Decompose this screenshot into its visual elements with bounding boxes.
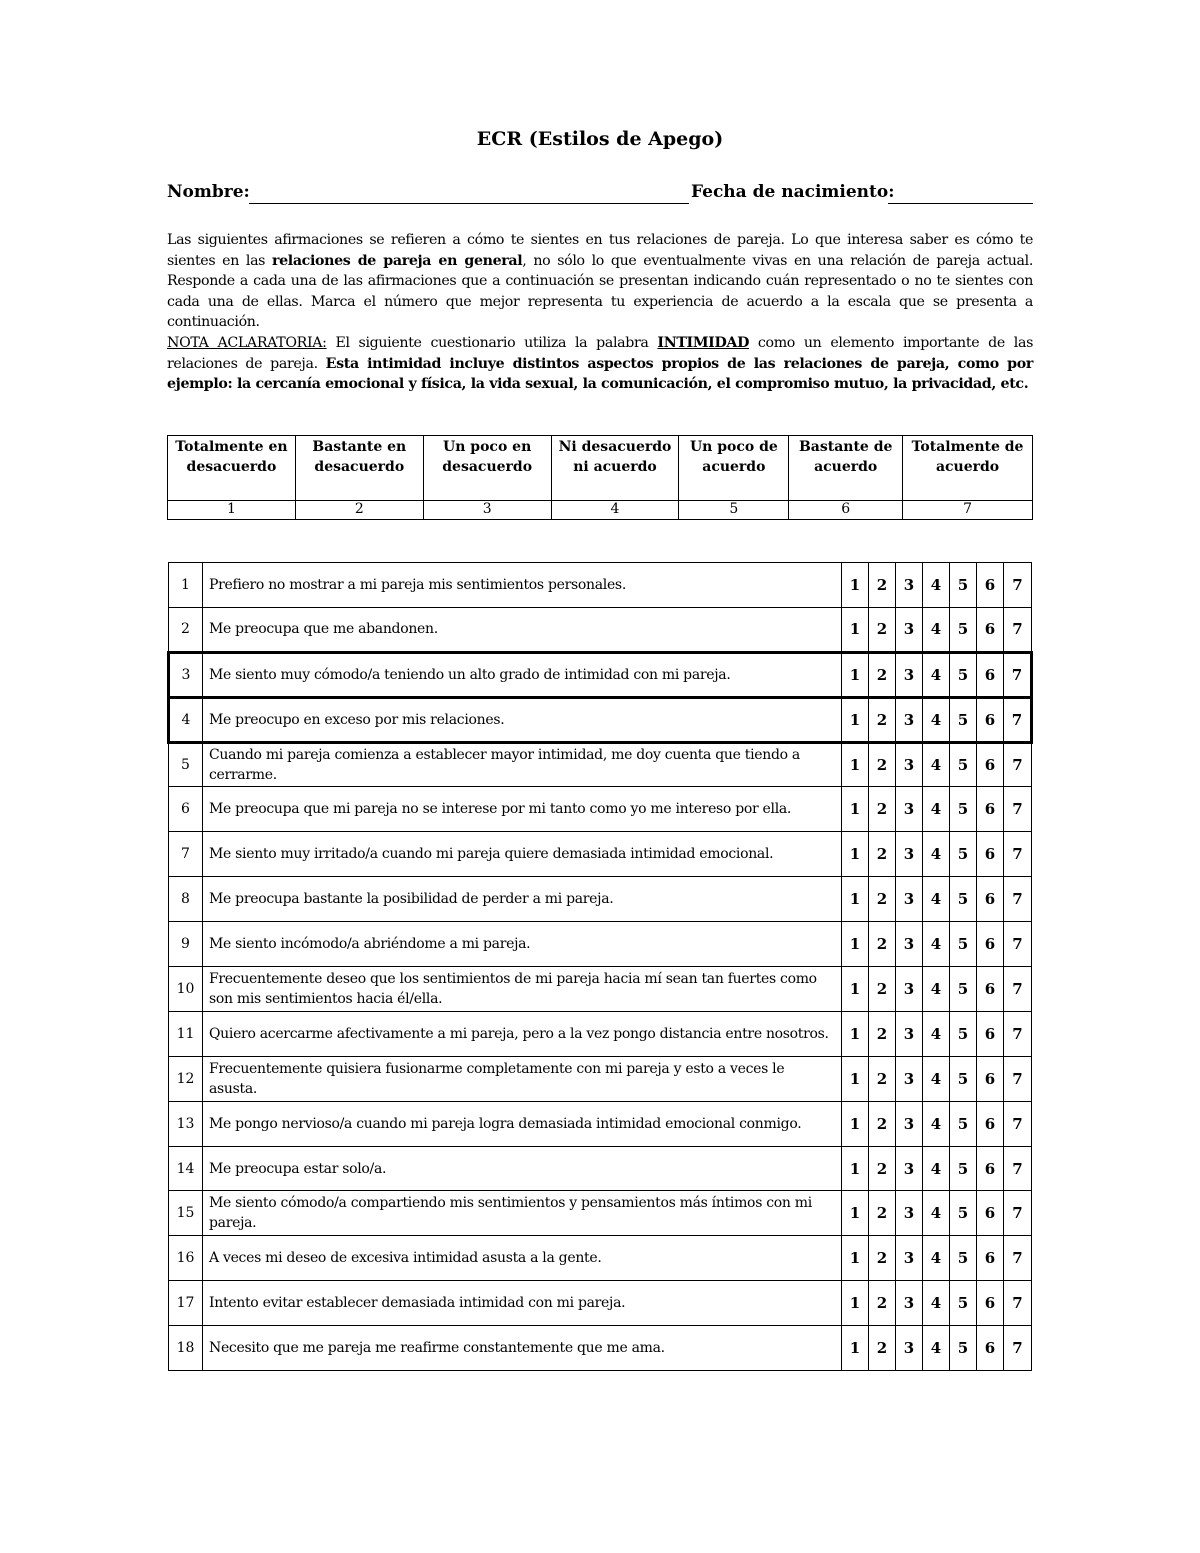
rating-option[interactable]: 4 bbox=[923, 1191, 950, 1236]
rating-option[interactable]: 1 bbox=[842, 607, 869, 652]
table-row bbox=[169, 967, 1032, 1012]
item-statement: A veces mi deseo de excesiva intimidad asusta a la gente. bbox=[203, 1236, 842, 1281]
rating-option[interactable]: 4 bbox=[923, 1101, 950, 1146]
item-number: 3 bbox=[169, 652, 203, 697]
scale-value: 2 bbox=[295, 501, 423, 520]
rating-option[interactable]: 3 bbox=[896, 1011, 923, 1056]
rating-option[interactable]: 6 bbox=[977, 1281, 1004, 1326]
rating-option[interactable]: 5 bbox=[950, 967, 977, 1012]
rating-option[interactable]: 6 bbox=[977, 697, 1004, 742]
rating-option[interactable]: 5 bbox=[950, 1191, 977, 1236]
note-label: NOTA ACLARATORIA: bbox=[167, 334, 327, 351]
rating-option[interactable]: 3 bbox=[896, 832, 923, 877]
item-statement: Intento evitar establecer demasiada intimidad con mi pareja. bbox=[203, 1281, 842, 1326]
table-row bbox=[169, 1191, 1032, 1236]
rating-option[interactable]: 6 bbox=[977, 1011, 1004, 1056]
rating-option[interactable]: 7 bbox=[1004, 967, 1032, 1012]
rating-option[interactable]: 6 bbox=[977, 1146, 1004, 1191]
rating-option[interactable]: 4 bbox=[923, 1056, 950, 1101]
rating-option[interactable]: 1 bbox=[842, 832, 869, 877]
scale-value: 5 bbox=[679, 501, 789, 520]
item-number: 17 bbox=[169, 1281, 203, 1326]
item-statement: Me preocupa bastante la posibilidad de perder a mi pareja. bbox=[203, 877, 842, 922]
rating-option[interactable]: 7 bbox=[1004, 1011, 1032, 1056]
rating-option[interactable]: 7 bbox=[1004, 877, 1032, 922]
rating-option[interactable]: 7 bbox=[1004, 922, 1032, 967]
rating-option[interactable]: 6 bbox=[977, 1326, 1004, 1371]
table-row bbox=[169, 1011, 1032, 1056]
scale-value: 7 bbox=[903, 501, 1033, 520]
rating-option[interactable]: 1 bbox=[842, 1191, 869, 1236]
scale-label: Bastante de acuerdo bbox=[789, 436, 903, 501]
rating-option[interactable]: 3 bbox=[896, 652, 923, 697]
item-number: 11 bbox=[169, 1011, 203, 1056]
table-row bbox=[169, 877, 1032, 922]
rating-option[interactable]: 5 bbox=[950, 1056, 977, 1101]
item-number: 18 bbox=[169, 1326, 203, 1371]
rating-option[interactable]: 6 bbox=[977, 1236, 1004, 1281]
rating-option[interactable]: 3 bbox=[896, 607, 923, 652]
item-statement: Me pongo nervioso/a cuando mi pareja logra demasiada intimidad emocional conmigo. bbox=[203, 1101, 842, 1146]
rating-option[interactable]: 2 bbox=[869, 1011, 896, 1056]
rating-option[interactable]: 3 bbox=[896, 877, 923, 922]
item-number: 7 bbox=[169, 832, 203, 877]
rating-option[interactable]: 6 bbox=[977, 1101, 1004, 1146]
rating-option[interactable]: 5 bbox=[950, 1011, 977, 1056]
rating-option[interactable]: 4 bbox=[923, 1281, 950, 1326]
rating-option[interactable]: 5 bbox=[950, 607, 977, 652]
table-row bbox=[169, 697, 1032, 742]
item-number: 6 bbox=[169, 787, 203, 832]
rating-option[interactable]: 5 bbox=[950, 787, 977, 832]
rating-option[interactable]: 3 bbox=[896, 1146, 923, 1191]
rating-option[interactable]: 7 bbox=[1004, 832, 1032, 877]
rating-option[interactable]: 2 bbox=[869, 787, 896, 832]
rating-option[interactable]: 6 bbox=[977, 832, 1004, 877]
rating-option[interactable]: 1 bbox=[842, 1326, 869, 1371]
rating-option[interactable]: 3 bbox=[896, 1056, 923, 1101]
rating-option[interactable]: 4 bbox=[923, 967, 950, 1012]
item-statement: Me preocupa estar solo/a. bbox=[203, 1146, 842, 1191]
item-statement: Cuando mi pareja comienza a establecer mayor intimidad, me doy cuenta que tiendo a cerrarme. bbox=[203, 742, 842, 787]
rating-option[interactable]: 7 bbox=[1004, 697, 1032, 742]
rating-option[interactable]: 7 bbox=[1004, 1281, 1032, 1326]
rating-option[interactable]: 5 bbox=[950, 877, 977, 922]
table-row bbox=[169, 742, 1032, 787]
table-row bbox=[169, 1056, 1032, 1101]
item-number: 13 bbox=[169, 1101, 203, 1146]
rating-option[interactable]: 1 bbox=[842, 1056, 869, 1101]
rating-option[interactable]: 4 bbox=[923, 1011, 950, 1056]
item-statement: Me siento cómodo/a compartiendo mis sentimientos y pensamientos más íntimos con mi pareja. bbox=[203, 1191, 842, 1236]
item-statement: Me preocupo en exceso por mis relaciones. bbox=[203, 697, 842, 742]
rating-option[interactable]: 7 bbox=[1004, 607, 1032, 652]
rating-option[interactable]: 2 bbox=[869, 922, 896, 967]
rating-option[interactable]: 7 bbox=[1004, 1191, 1032, 1236]
item-statement: Me preocupa que me abandonen. bbox=[203, 607, 842, 652]
item-number: 9 bbox=[169, 922, 203, 967]
rating-option[interactable]: 4 bbox=[923, 652, 950, 697]
rating-option[interactable]: 5 bbox=[950, 922, 977, 967]
rating-option[interactable]: 3 bbox=[896, 1191, 923, 1236]
rating-option[interactable]: 7 bbox=[1004, 1236, 1032, 1281]
instructions-paragraph: Las siguientes afirmaciones se refieren a cómo te sientes en tus relaciones de pareja. Lo que interesa saber es cómo te sientes en las relaciones de pareja en general, no sólo lo que eventualmente vivas en una relación de pareja actual. Responde a cada una de las afirmaciones que a continuación se presentan indicando cuán representado o no te sientes con cada una de ellas. Marca el número que mejor representa tu experiencia de acuerdo a la escala que se presenta a continuación. bbox=[167, 232, 1033, 331]
rating-option[interactable]: 4 bbox=[923, 787, 950, 832]
item-number: 8 bbox=[169, 877, 203, 922]
rating-option[interactable]: 5 bbox=[950, 1236, 977, 1281]
item-statement: Me siento incómodo/a abriéndome a mi pareja. bbox=[203, 922, 842, 967]
rating-option[interactable]: 7 bbox=[1004, 742, 1032, 787]
name-field[interactable] bbox=[249, 203, 689, 204]
rating-option[interactable]: 1 bbox=[842, 1011, 869, 1056]
item-number: 14 bbox=[169, 1146, 203, 1191]
birth-date-field[interactable] bbox=[888, 203, 1033, 204]
rating-option[interactable]: 5 bbox=[950, 1281, 977, 1326]
birth-date-label: Fecha de nacimiento: bbox=[691, 182, 895, 202]
table-row bbox=[169, 1326, 1032, 1371]
rating-option[interactable]: 5 bbox=[950, 832, 977, 877]
scale-value: 6 bbox=[789, 501, 903, 520]
rating-option[interactable]: 6 bbox=[977, 1056, 1004, 1101]
rating-option[interactable]: 3 bbox=[896, 1236, 923, 1281]
rating-option[interactable]: 7 bbox=[1004, 1101, 1032, 1146]
rating-option[interactable]: 6 bbox=[977, 742, 1004, 787]
table-row bbox=[169, 1146, 1032, 1191]
rating-option[interactable]: 3 bbox=[896, 742, 923, 787]
rating-option[interactable]: 4 bbox=[923, 877, 950, 922]
rating-option[interactable]: 1 bbox=[842, 652, 869, 697]
scale-label: Un poco de acuerdo bbox=[679, 436, 789, 501]
rating-option[interactable]: 3 bbox=[896, 1101, 923, 1146]
rating-option[interactable]: 2 bbox=[869, 1056, 896, 1101]
rating-option[interactable]: 3 bbox=[896, 563, 923, 608]
rating-option[interactable]: 2 bbox=[869, 652, 896, 697]
rating-option[interactable]: 2 bbox=[869, 697, 896, 742]
item-statement: Me siento muy irritado/a cuando mi pareja quiere demasiada intimidad emocional. bbox=[203, 832, 842, 877]
scale-label: Un poco en desacuerdo bbox=[423, 436, 551, 501]
rating-option[interactable]: 6 bbox=[977, 607, 1004, 652]
rating-option[interactable]: 4 bbox=[923, 1146, 950, 1191]
rating-option[interactable]: 5 bbox=[950, 652, 977, 697]
item-number: 1 bbox=[169, 563, 203, 608]
item-statement: Frecuentemente quisiera fusionarme completamente con mi pareja y esto a veces le asusta. bbox=[203, 1056, 842, 1101]
rating-option[interactable]: 2 bbox=[869, 1146, 896, 1191]
rating-option[interactable]: 4 bbox=[923, 832, 950, 877]
rating-option[interactable]: 7 bbox=[1004, 1146, 1032, 1191]
rating-option[interactable]: 4 bbox=[923, 607, 950, 652]
rating-option[interactable]: 7 bbox=[1004, 787, 1032, 832]
rating-option[interactable]: 7 bbox=[1004, 652, 1032, 697]
rating-option[interactable]: 4 bbox=[923, 742, 950, 787]
table-row bbox=[169, 922, 1032, 967]
item-number: 16 bbox=[169, 1236, 203, 1281]
rating-option[interactable]: 2 bbox=[869, 563, 896, 608]
rating-option[interactable]: 5 bbox=[950, 563, 977, 608]
item-statement: Me siento muy cómodo/a teniendo un alto grado de intimidad con mi pareja. bbox=[203, 652, 842, 697]
rating-option[interactable]: 5 bbox=[950, 697, 977, 742]
scale-label: Bastante en desacuerdo bbox=[295, 436, 423, 501]
table-row bbox=[169, 787, 1032, 832]
rating-option[interactable]: 6 bbox=[977, 967, 1004, 1012]
rating-option[interactable]: 3 bbox=[896, 787, 923, 832]
item-number: 15 bbox=[169, 1191, 203, 1236]
rating-option[interactable]: 6 bbox=[977, 1191, 1004, 1236]
rating-option[interactable]: 3 bbox=[896, 1326, 923, 1371]
table-row bbox=[169, 652, 1032, 697]
rating-option[interactable]: 2 bbox=[869, 1281, 896, 1326]
table-row bbox=[169, 1281, 1032, 1326]
rating-option[interactable]: 2 bbox=[869, 1101, 896, 1146]
rating-scale-table bbox=[167, 435, 1033, 520]
scale-label: Totalmente en desacuerdo bbox=[168, 436, 296, 501]
rating-option[interactable]: 1 bbox=[842, 1236, 869, 1281]
rating-option[interactable]: 1 bbox=[842, 697, 869, 742]
rating-option[interactable]: 1 bbox=[842, 1146, 869, 1191]
rating-option[interactable]: 4 bbox=[923, 1236, 950, 1281]
rating-option[interactable]: 5 bbox=[950, 1101, 977, 1146]
rating-option[interactable]: 4 bbox=[923, 697, 950, 742]
rating-option[interactable]: 7 bbox=[1004, 1056, 1032, 1101]
instructions bbox=[167, 230, 1033, 395]
rating-option[interactable]: 2 bbox=[869, 967, 896, 1012]
rating-option[interactable]: 1 bbox=[842, 1281, 869, 1326]
table-row bbox=[169, 832, 1032, 877]
questionnaire-table bbox=[167, 562, 1033, 1371]
rating-option[interactable]: 6 bbox=[977, 563, 1004, 608]
rating-option[interactable]: 5 bbox=[950, 1326, 977, 1371]
rating-option[interactable]: 6 bbox=[977, 922, 1004, 967]
rating-option[interactable]: 3 bbox=[896, 967, 923, 1012]
item-statement: Prefiero no mostrar a mi pareja mis sentimientos personales. bbox=[203, 563, 842, 608]
rating-option[interactable]: 4 bbox=[923, 1326, 950, 1371]
rating-option[interactable]: 1 bbox=[842, 742, 869, 787]
identification-fields bbox=[167, 182, 1033, 208]
rating-option[interactable]: 6 bbox=[977, 877, 1004, 922]
intimacy-keyword: INTIMIDAD bbox=[657, 334, 750, 351]
rating-option[interactable]: 6 bbox=[977, 787, 1004, 832]
rating-option[interactable]: 4 bbox=[923, 563, 950, 608]
rating-option[interactable]: 1 bbox=[842, 563, 869, 608]
rating-option[interactable]: 1 bbox=[842, 877, 869, 922]
rating-option[interactable]: 5 bbox=[950, 742, 977, 787]
item-number: 5 bbox=[169, 742, 203, 787]
rating-option[interactable]: 7 bbox=[1004, 563, 1032, 608]
scale-value: 3 bbox=[423, 501, 551, 520]
rating-option[interactable]: 2 bbox=[869, 1326, 896, 1371]
item-statement: Necesito que me pareja me reafirme constantemente que me ama. bbox=[203, 1326, 842, 1371]
item-number: 2 bbox=[169, 607, 203, 652]
scale-value: 1 bbox=[168, 501, 296, 520]
table-row bbox=[169, 563, 1032, 608]
rating-option[interactable]: 2 bbox=[869, 877, 896, 922]
page-title: ECR (Estilos de Apego) bbox=[476, 128, 724, 150]
rating-option[interactable]: 2 bbox=[869, 1191, 896, 1236]
item-number: 10 bbox=[169, 967, 203, 1012]
rating-option[interactable]: 1 bbox=[842, 922, 869, 967]
rating-option[interactable]: 2 bbox=[869, 832, 896, 877]
item-statement: Quiero acercarme afectivamente a mi pareja, pero a la vez pongo distancia entre nosotros. bbox=[203, 1011, 842, 1056]
table-row bbox=[169, 1236, 1032, 1281]
scale-value: 4 bbox=[551, 501, 679, 520]
item-statement: Me preocupa que mi pareja no se interese por mi tanto como yo me intereso por ella. bbox=[203, 787, 842, 832]
scale-label: Ni desacuerdo ni acuerdo bbox=[551, 436, 679, 501]
rating-option[interactable]: 2 bbox=[869, 742, 896, 787]
rating-option[interactable]: 1 bbox=[842, 1101, 869, 1146]
name-label: Nombre: bbox=[167, 182, 250, 202]
rating-option[interactable]: 3 bbox=[896, 922, 923, 967]
scale-label: Totalmente de acuerdo bbox=[903, 436, 1033, 501]
table-row bbox=[169, 1101, 1032, 1146]
rating-option[interactable]: 6 bbox=[977, 652, 1004, 697]
rating-option[interactable]: 2 bbox=[869, 607, 896, 652]
rating-option[interactable]: 1 bbox=[842, 787, 869, 832]
item-statement: Frecuentemente deseo que los sentimientos de mi pareja hacia mí sean tan fuertes como son mis sentimientos hacia él/ella. bbox=[203, 967, 842, 1012]
clarifying-note: NOTA ACLARATORIA: El siguiente cuestionario utiliza la palabra INTIMIDAD como un elemento importante de las relaciones de pareja. Esta intimidad incluye distintos aspectos propios de las relaciones de pareja, como por ejemplo: la cercanía emocional y física, la vida sexual, la comunicación, el compromiso mutuo, la privacidad, etc. bbox=[167, 334, 1034, 393]
table-row bbox=[169, 607, 1032, 652]
item-number: 12 bbox=[169, 1056, 203, 1101]
item-number: 4 bbox=[169, 697, 203, 742]
rating-option[interactable]: 7 bbox=[1004, 1326, 1032, 1371]
rating-option[interactable]: 1 bbox=[842, 967, 869, 1012]
rating-option[interactable]: 3 bbox=[896, 697, 923, 742]
rating-option[interactable]: 4 bbox=[923, 922, 950, 967]
rating-option[interactable]: 3 bbox=[896, 1281, 923, 1326]
rating-option[interactable]: 5 bbox=[950, 1146, 977, 1191]
rating-option[interactable]: 2 bbox=[869, 1236, 896, 1281]
